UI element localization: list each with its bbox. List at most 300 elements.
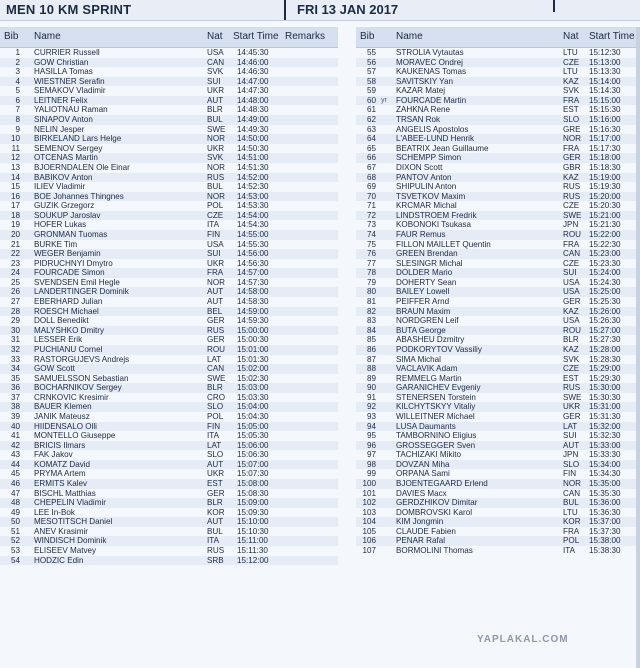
cell-start-time: 15:01:00 <box>237 344 269 354</box>
cell-bib: 62 <box>366 115 376 125</box>
table-row <box>0 393 338 403</box>
cell-bib: 102 <box>362 498 376 508</box>
cell-name: BEATRIX Jean Guillaume <box>396 143 489 153</box>
cell-nat: LTU <box>563 48 578 57</box>
table-row <box>356 125 640 135</box>
cell-bib: 67 <box>366 162 376 172</box>
table-row <box>356 527 640 537</box>
table-row <box>356 383 640 393</box>
cell-nat: NOR <box>563 134 581 144</box>
cell-bib: 79 <box>366 277 376 287</box>
table-row <box>356 220 640 230</box>
cell-bib: 38 <box>10 402 20 412</box>
cell-bib: 93 <box>366 411 376 421</box>
cell-start-time: 15:01:30 <box>237 354 269 364</box>
cell-name: KILCHYTSKYY Vitaliy <box>396 402 476 412</box>
cell-nat: CAN <box>207 364 225 374</box>
cell-bib: 16 <box>10 191 20 201</box>
cell-name: BORMOLINI Thomas <box>396 546 473 556</box>
cell-bib: 97 <box>366 450 376 460</box>
cell-bib: 11 <box>11 143 20 153</box>
cell-start-time: 15:03:00 <box>237 383 269 393</box>
table-row <box>356 211 640 221</box>
cell-nat: SVK <box>563 354 580 364</box>
table-row <box>356 96 640 106</box>
cell-start-time: 14:51:30 <box>237 162 269 172</box>
cell-start-time: 15:16:30 <box>589 124 621 134</box>
cell-nat: CAN <box>563 249 581 259</box>
cell-name: CLAUDE Fabien <box>396 526 456 536</box>
table-row <box>0 86 338 96</box>
cell-name: LUSA Daumants <box>396 421 456 431</box>
cell-bib: 20 <box>10 229 20 239</box>
cell-nat: ITA <box>207 536 219 546</box>
cell-name: LINDSTROEM Fredrik <box>396 210 477 220</box>
cell-start-time: 15:31:00 <box>589 402 621 412</box>
cell-bib: 74 <box>366 229 376 239</box>
cell-nat: SLO <box>207 402 224 412</box>
cell-nat: KAZ <box>563 306 579 316</box>
cell-nat: BLR <box>207 105 223 115</box>
cell-name: SLESINGR Michal <box>396 258 463 268</box>
table-row <box>356 422 640 432</box>
cell-bib: 77 <box>366 258 376 268</box>
cell-bib: 26 <box>10 287 20 297</box>
table-row <box>0 412 338 422</box>
cell-bib: 95 <box>366 431 376 441</box>
cell-bib: 15 <box>10 182 20 192</box>
cell-bib: 46 <box>10 479 20 489</box>
cell-name: BJOERNDALEN Ole Einar <box>34 162 130 172</box>
cell-bib: 13 <box>10 162 20 172</box>
table-row <box>0 249 338 259</box>
cell-start-time: 15:10:00 <box>237 517 269 527</box>
cell-name: KRCMAR Michal <box>396 201 457 211</box>
table-row <box>0 96 338 106</box>
cell-name: ROESCH Michael <box>34 306 99 316</box>
cell-start-time: 15:27:30 <box>589 335 621 345</box>
cell-nat: GER <box>563 411 581 421</box>
cell-start-time: 15:27:00 <box>589 325 621 335</box>
cell-bib: 4 <box>15 76 20 86</box>
cell-nat: UKR <box>207 258 225 268</box>
cell-name: ANEV Krasimir <box>34 526 88 536</box>
table-row <box>0 489 338 499</box>
cell-start-time: 15:23:00 <box>589 249 621 259</box>
cell-nat: SVK <box>207 67 224 77</box>
cell-name: VACLAVIK Adam <box>396 364 458 374</box>
table-row <box>0 58 338 68</box>
cell-name: WINDISCH Dominik <box>34 536 107 546</box>
cell-start-time: 14:50:00 <box>237 134 269 144</box>
cell-name: BIRKELAND Lars Helge <box>34 134 122 144</box>
cell-bib: 18 <box>10 210 20 220</box>
cell-start-time: 15:02:00 <box>237 364 269 374</box>
cell-name: KIM Jongmin <box>396 517 444 527</box>
table-row <box>0 115 338 125</box>
cell-start-time: 14:59:00 <box>237 306 269 316</box>
cell-bib: 72 <box>366 210 376 220</box>
scrollbar[interactable] <box>636 27 640 668</box>
cell-start-time: 14:49:30 <box>237 124 269 134</box>
cell-nat: GER <box>563 297 581 307</box>
cell-nat: BUL <box>207 115 223 125</box>
cell-nat: BUL <box>207 526 223 536</box>
cell-bib: 86 <box>366 344 376 354</box>
table-row <box>0 48 338 58</box>
table-body <box>356 48 640 556</box>
cell-nat: FRA <box>563 239 580 249</box>
cell-nat: NOR <box>207 191 225 201</box>
cell-start-time: 15:12:00 <box>237 555 269 565</box>
cell-nat: UKR <box>207 469 225 479</box>
table-row <box>356 201 640 211</box>
cell-nat: AUT <box>207 459 224 469</box>
cell-start-time: 14:56:00 <box>237 249 269 259</box>
table-row <box>0 220 338 230</box>
cell-bib: 99 <box>366 469 376 479</box>
cell-nat: NOR <box>207 134 225 144</box>
col-start-time: Start Time <box>589 31 635 42</box>
watermark: YAPLAKAL.COM <box>477 634 569 645</box>
cell-name: BRAUN Maxim <box>396 306 451 316</box>
cell-nat: POL <box>563 536 580 546</box>
cell-start-time: 15:33:00 <box>589 440 621 450</box>
cell-start-time: 15:20:00 <box>589 191 621 201</box>
cell-nat: GBR <box>563 162 581 172</box>
cell-bib: 101 <box>362 488 376 498</box>
cell-start-time: 14:53:30 <box>237 201 269 211</box>
cell-name: PANTOV Anton <box>396 172 452 182</box>
cell-start-time: 15:24:30 <box>589 277 621 287</box>
cell-name: GERDZHIKOV Dimitar <box>396 498 478 508</box>
table-row <box>0 374 338 384</box>
cell-name: NELIN Jesper <box>34 124 85 134</box>
table-row <box>0 441 338 451</box>
cell-start-time: 15:34:30 <box>589 469 621 479</box>
table-row <box>356 144 640 154</box>
cell-start-time: 14:46:30 <box>237 67 269 77</box>
cell-name: KAZAR Matej <box>396 86 446 96</box>
cell-start-time: 14:58:30 <box>237 297 269 307</box>
cell-start-time: 15:37:30 <box>589 526 621 536</box>
cell-nat: KOR <box>563 517 581 527</box>
cell-name: GUZIK Grzegorz <box>34 201 95 211</box>
cell-start-time: 15:09:00 <box>237 498 269 508</box>
cell-start-time: 15:09:30 <box>237 507 269 517</box>
table-row <box>356 115 640 125</box>
table-row <box>0 201 338 211</box>
cell-nat: FRA <box>563 95 580 105</box>
cell-bib: 19 <box>10 220 20 230</box>
cell-start-time: 15:21:30 <box>589 220 621 230</box>
cell-name: TRSAN Rok <box>396 115 441 125</box>
cell-start-time: 15:22:30 <box>589 239 621 249</box>
cell-name: GOW Christian <box>34 57 89 67</box>
cell-nat: CZE <box>563 364 580 374</box>
cell-start-time: 15:00:00 <box>237 325 269 335</box>
cell-start-time: 14:58:00 <box>237 287 269 297</box>
col-name: Name <box>34 31 61 42</box>
cell-bib: 59 <box>366 86 376 96</box>
cell-name: TSVETKOV Maxim <box>396 191 466 201</box>
cell-start-time: 15:06:30 <box>237 450 269 460</box>
annotation-yr: yr <box>381 96 387 104</box>
cell-bib: 80 <box>366 287 376 297</box>
cell-nat: CZE <box>563 258 580 268</box>
table-row <box>356 287 640 297</box>
cell-nat: ITA <box>563 546 575 556</box>
table-row <box>356 259 640 269</box>
start-list-left <box>0 27 338 565</box>
cell-start-time: 15:04:00 <box>237 402 269 412</box>
header-bar <box>0 0 640 21</box>
table-row <box>356 77 640 87</box>
cell-nat: USA <box>563 287 580 297</box>
cell-bib: 10 <box>10 134 20 144</box>
cell-nat: SVK <box>563 86 580 96</box>
table-row <box>356 58 640 68</box>
cell-name: SVENDSEN Emil Hegle <box>34 277 120 287</box>
table-row <box>356 412 640 422</box>
cell-nat: RUS <box>207 172 225 182</box>
table-row <box>356 335 640 345</box>
cell-nat: KAZ <box>563 76 579 86</box>
cell-start-time: 15:34:00 <box>589 459 621 469</box>
cell-name: SHIPULIN Anton <box>396 182 457 192</box>
cell-start-time: 15:14:30 <box>589 86 621 96</box>
cell-nat: KOR <box>207 507 225 517</box>
cell-name: PUCHIANU Cornel <box>34 344 103 354</box>
cell-start-time: 15:24:00 <box>589 268 621 278</box>
cell-start-time: 14:59:30 <box>237 316 269 326</box>
cell-name: REMMELG Martin <box>396 373 462 383</box>
cell-name: SIMA Michal <box>396 354 441 364</box>
cell-name: STROLIA Vytautas <box>396 48 464 57</box>
cell-nat: GER <box>207 335 225 345</box>
cell-name: BISCHL Matthias <box>34 488 96 498</box>
cell-bib: 21 <box>10 239 20 249</box>
cell-name: WIESTNER Serafin <box>34 76 105 86</box>
cell-start-time: 14:50:30 <box>237 143 269 153</box>
cell-nat: ITA <box>207 220 219 230</box>
cell-bib: 22 <box>10 249 20 259</box>
cell-start-time: 14:54:00 <box>237 210 269 220</box>
cell-bib: 45 <box>10 469 20 479</box>
table-row <box>356 268 640 278</box>
cell-start-time: 15:20:30 <box>589 201 621 211</box>
table-row <box>0 355 338 365</box>
cell-start-time: 15:28:00 <box>589 344 621 354</box>
table-row <box>0 469 338 479</box>
cell-nat: AUT <box>207 95 224 105</box>
cell-start-time: 15:07:00 <box>237 459 269 469</box>
cell-name: DOLDER Mario <box>396 268 453 278</box>
cell-nat: LTU <box>563 67 578 77</box>
cell-name: NORDGREN Leif <box>396 316 459 326</box>
cell-bib: 103 <box>362 507 376 517</box>
table-row <box>0 460 338 470</box>
cell-name: GREEN Brendan <box>396 249 458 259</box>
cell-nat: SWE <box>207 373 226 383</box>
cell-bib: 100 <box>362 479 376 489</box>
cell-name: HODZIC Edin <box>34 555 84 565</box>
cell-name: EBERHARD Julian <box>34 297 103 307</box>
cell-name: PODKORYTOV Vassiliy <box>396 344 482 354</box>
table-row <box>0 307 338 317</box>
table-header <box>0 27 338 48</box>
cell-nat: JPN <box>563 450 579 460</box>
cell-name: KOBONOKI Tsukasa <box>396 220 471 230</box>
table-row <box>0 536 338 546</box>
cell-start-time: 15:16:00 <box>589 115 621 125</box>
cell-start-time: 14:57:00 <box>237 268 269 278</box>
cell-start-time: 15:08:30 <box>237 488 269 498</box>
table-row <box>356 441 640 451</box>
cell-nat: CRO <box>207 392 225 402</box>
cell-start-time: 15:13:00 <box>589 57 621 67</box>
cell-nat: RUS <box>207 325 225 335</box>
cell-name: FILLON MAILLET Quentin <box>396 239 491 249</box>
table-row <box>356 307 640 317</box>
cell-start-time: 15:03:30 <box>237 392 269 402</box>
cell-start-time: 15:15:00 <box>589 95 621 105</box>
cell-nat: CZE <box>563 201 580 211</box>
cell-name: PRYMA Artem <box>34 469 86 479</box>
table-row <box>356 508 640 518</box>
cell-bib: 105 <box>362 526 376 536</box>
cell-name: WEGER Benjamin <box>34 249 101 259</box>
cell-bib: 61 <box>366 105 376 115</box>
cell-start-time: 15:30:00 <box>589 383 621 393</box>
cell-start-time: 15:32:00 <box>589 421 621 431</box>
cell-start-time: 14:48:30 <box>237 105 269 115</box>
cell-nat: FRA <box>207 268 224 278</box>
cell-name: BOCHARNIKOV Sergey <box>34 383 122 393</box>
cell-name: HOFER Lukas <box>34 220 87 230</box>
cell-start-time: 15:04:30 <box>237 411 269 421</box>
cell-bib: 82 <box>366 306 376 316</box>
cell-bib: 9 <box>15 124 20 134</box>
col-remarks: Remarks <box>285 31 326 42</box>
cell-nat: KAZ <box>563 344 579 354</box>
cell-nat: CAN <box>563 488 581 498</box>
header-mark <box>553 0 555 12</box>
cell-nat: ROU <box>563 229 581 239</box>
cell-start-time: 15:15:30 <box>589 105 621 115</box>
cell-nat: SWE <box>207 124 226 134</box>
cell-bib: 54 <box>10 555 20 565</box>
cell-nat: FIN <box>207 229 221 239</box>
cell-nat: RUS <box>563 191 581 201</box>
cell-name: ANGELIS Apostolos <box>396 124 469 134</box>
cell-nat: GER <box>207 316 225 326</box>
cell-name: RASTORGUJEVS Andrejs <box>34 354 130 364</box>
table-row <box>0 479 338 489</box>
table-row <box>356 498 640 508</box>
cell-nat: GER <box>207 488 225 498</box>
cell-start-time: 15:35:30 <box>589 488 621 498</box>
cell-bib: 35 <box>10 373 20 383</box>
cell-bib: 30 <box>10 325 20 335</box>
cell-bib: 27 <box>10 297 20 307</box>
cell-name: BOE Johannes Thingnes <box>34 191 124 201</box>
cell-name: HIIDENSALO Olli <box>34 421 97 431</box>
cell-start-time: 15:02:30 <box>237 373 269 383</box>
cell-start-time: 15:13:30 <box>589 67 621 77</box>
table-row <box>0 105 338 115</box>
table-row <box>0 431 338 441</box>
cell-nat: LAT <box>207 440 222 450</box>
table-row <box>356 163 640 173</box>
table-row <box>0 546 338 556</box>
cell-start-time: 15:26:00 <box>589 306 621 316</box>
table-row <box>0 508 338 518</box>
cell-bib: 60 <box>366 95 376 105</box>
cell-nat: POL <box>207 411 224 421</box>
table-row <box>356 393 640 403</box>
table-row <box>0 77 338 87</box>
cell-start-time: 15:30:30 <box>589 392 621 402</box>
cell-start-time: 15:31:30 <box>589 411 621 421</box>
cell-nat: JPN <box>563 220 579 230</box>
cell-bib: 73 <box>366 220 376 230</box>
table-row <box>0 335 338 345</box>
table-row <box>356 67 640 77</box>
table-row <box>356 517 640 527</box>
cell-bib: 24 <box>10 268 20 278</box>
cell-name: GRONMAN Tuomas <box>34 229 108 239</box>
cell-bib: 106 <box>362 536 376 546</box>
cell-bib: 53 <box>10 546 20 556</box>
cell-name: SOUKUP Jaroslav <box>34 210 101 220</box>
cell-name: BURKE Tim <box>34 239 78 249</box>
table-row <box>0 326 338 336</box>
table-row <box>0 316 338 326</box>
cell-nat: NOR <box>563 479 581 489</box>
cell-bib: 43 <box>10 450 20 460</box>
table-row <box>356 355 640 365</box>
table-row <box>0 144 338 154</box>
table-row <box>0 259 338 269</box>
cell-name: CURRIER Russell <box>34 48 100 57</box>
table-header <box>356 27 640 48</box>
cell-name: ORPANA Sami <box>396 469 450 479</box>
cell-start-time: 15:19:30 <box>589 182 621 192</box>
cell-name: DOVZAN Miha <box>396 459 450 469</box>
table-row <box>356 536 640 546</box>
cell-start-time: 15:05:00 <box>237 421 269 431</box>
cell-bib: 1 <box>15 48 20 57</box>
cell-name: PENAR Rafal <box>396 536 446 546</box>
table-row <box>356 240 640 250</box>
cell-bib: 89 <box>366 373 376 383</box>
table-row <box>356 326 640 336</box>
cell-name: KOMATZ David <box>34 459 91 469</box>
table-row <box>356 450 640 460</box>
cell-start-time: 14:54:30 <box>237 220 269 230</box>
cell-name: SAMUELSSON Sebastian <box>34 373 129 383</box>
cell-name: WILLEITNER Michael <box>396 411 475 421</box>
cell-bib: 52 <box>10 536 20 546</box>
cell-start-time: 14:57:30 <box>237 277 269 287</box>
table-row <box>0 402 338 412</box>
cell-bib: 31 <box>10 335 20 345</box>
table-row <box>356 431 640 441</box>
cell-nat: POL <box>207 201 224 211</box>
cell-start-time: 15:37:00 <box>589 517 621 527</box>
cell-start-time: 14:45:30 <box>237 48 269 57</box>
